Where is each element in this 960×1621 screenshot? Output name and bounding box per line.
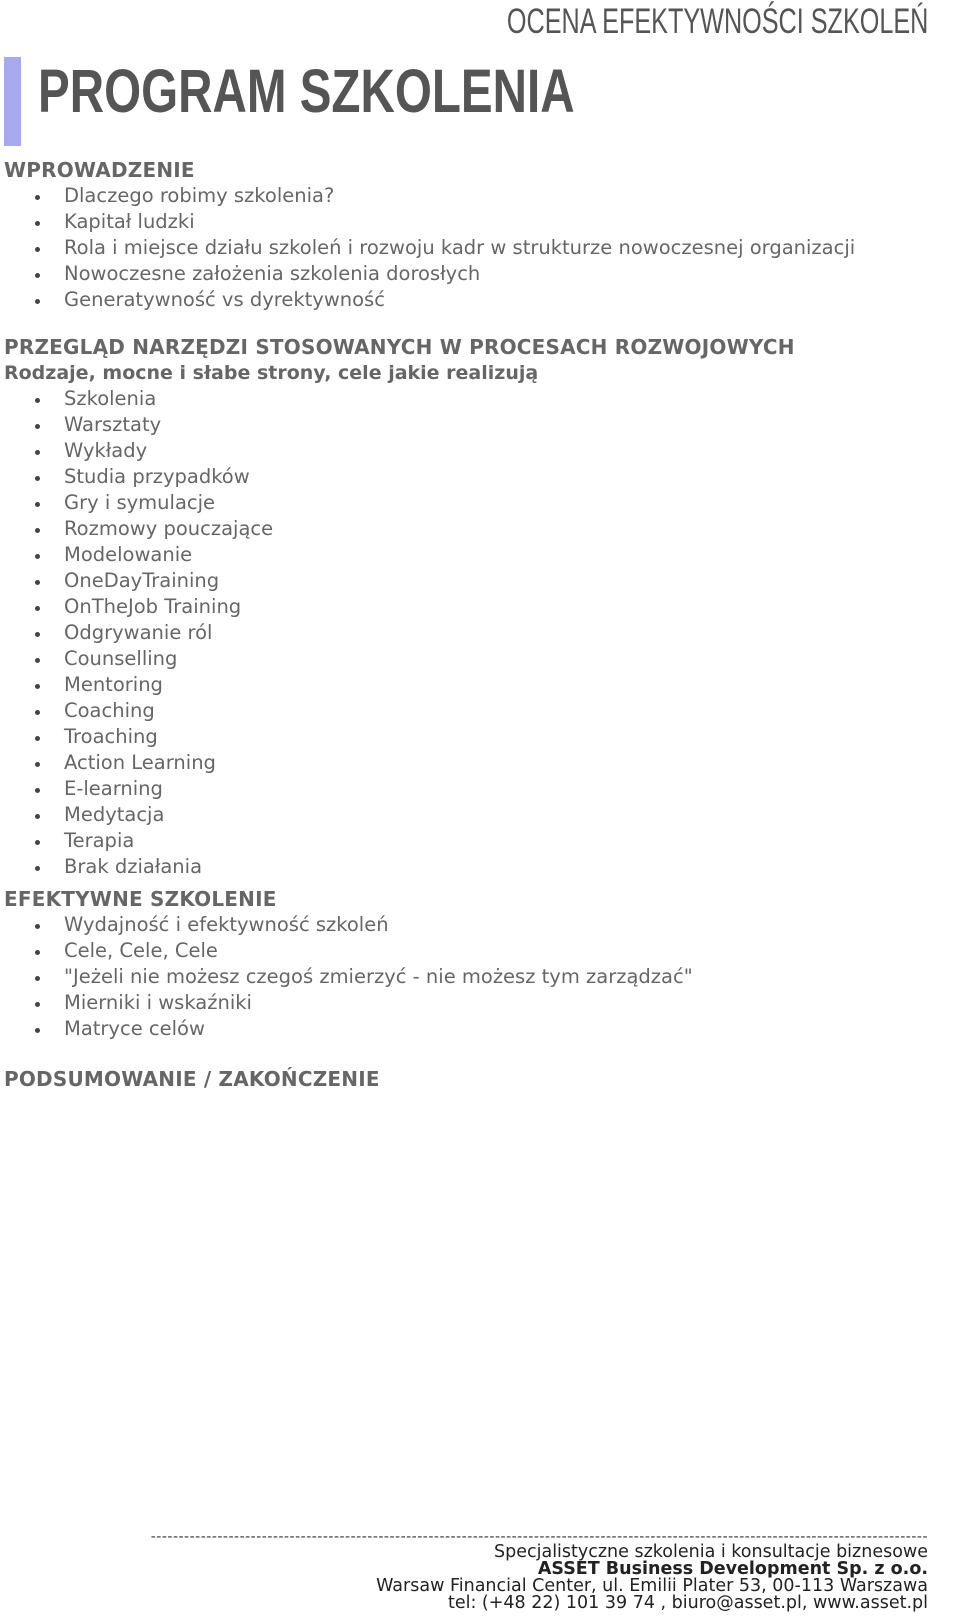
section-wprowadzenie [4, 157, 944, 313]
list-item: Matryce celów [4, 1016, 944, 1042]
list-item: Coaching [4, 698, 944, 724]
list-item: Kapitał ludzki [4, 209, 944, 235]
section-heading: PODSUMOWANIE / ZAKOŃCZENIE [4, 1067, 380, 1091]
section-podsumowanie [4, 1066, 944, 1092]
list-item: OnTheJob Training [4, 594, 944, 620]
list-item: Generatywność vs dyrektywność [4, 287, 944, 313]
footer-contact: tel: (+48 22) 101 39 74 , biuro@asset.pl, www.asset.pl [447, 1593, 928, 1613]
list-item: Brak działania [4, 854, 944, 880]
list-item: Wydajność i efektywność szkoleń [4, 912, 944, 938]
list-item: Medytacja [4, 802, 944, 828]
document-title: OCENA EFEKTYWNOŚCI SZKOLEŃ [506, 2, 928, 41]
list-item: Odgrywanie ról [4, 620, 944, 646]
list-item: Counselling [4, 646, 944, 672]
section-przeglad-narzedzi [4, 334, 944, 880]
list-item: Rola i miejsce działu szkoleń i rozwoju kadr w strukturze nowoczesnej organizacji [4, 235, 944, 261]
section-subheading: Rodzaje, mocne i słabe strony, cele jakie realizują [4, 362, 539, 384]
list-item: Nowoczesne założenia szkolenia dorosłych [4, 261, 944, 287]
list-item: Studia przypadków [4, 464, 944, 490]
footer-address: Warsaw Financial Center, ul. Emilii Plater 53, 00-113 Warszawa [376, 1576, 928, 1596]
list-item: "Jeżeli nie możesz czegoś zmierzyć - nie możesz tym zarządzać" [4, 964, 944, 990]
list-item: Warsztaty [4, 412, 944, 438]
list-item: Wykłady [4, 438, 944, 464]
list-item: Mierniki i wskaźniki [4, 990, 944, 1016]
footer-separator: -------------------------------------------------------------------------------------------------------------------------------------------- [150, 1529, 928, 1545]
list-item: Action Learning [4, 750, 944, 776]
title-accent-bar [4, 57, 21, 146]
bullet-list [4, 386, 944, 880]
bullet-list [4, 912, 944, 1042]
section-heading: WPROWADZENIE [4, 158, 195, 182]
list-item: Gry i symulacje [4, 490, 944, 516]
list-item: Dlaczego robimy szkolenia? [4, 183, 944, 209]
bullet-list [4, 183, 944, 313]
footer-tagline: Specjalistyczne szkolenia i konsultacje biznesowe [494, 1542, 928, 1562]
section-efektywne-szkolenie [4, 886, 944, 1042]
list-item: Terapia [4, 828, 944, 854]
list-item: OneDayTraining [4, 568, 944, 594]
section-heading: PRZEGLĄD NARZĘDZI STOSOWANYCH W PROCESACH ROZWOJOWYCH [4, 335, 795, 359]
page-title: PROGRAM SZKOLENIA [38, 57, 575, 125]
section-heading: EFEKTYWNE SZKOLENIE [4, 887, 277, 911]
list-item: Mentoring [4, 672, 944, 698]
footer-company: ASSET Business Development Sp. z o.o. [537, 1559, 928, 1579]
page-footer [151, 1530, 928, 1612]
list-item: E-learning [4, 776, 944, 802]
list-item: Troaching [4, 724, 944, 750]
list-item: Cele, Cele, Cele [4, 938, 944, 964]
list-item: Rozmowy pouczające [4, 516, 944, 542]
list-item: Modelowanie [4, 542, 944, 568]
list-item: Szkolenia [4, 386, 944, 412]
